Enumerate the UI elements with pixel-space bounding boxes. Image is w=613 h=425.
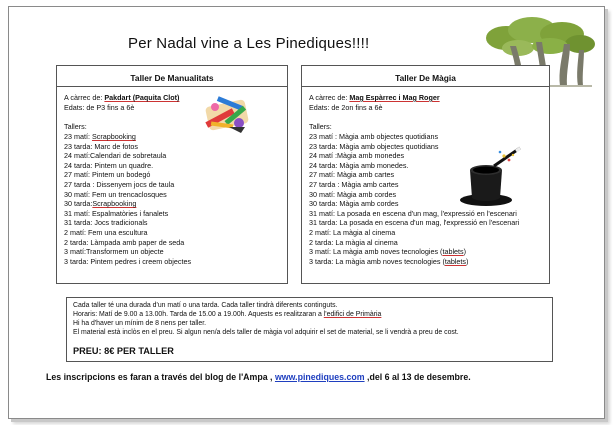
info-minimum: Hi ha d'haver un mínim de 8 nens per taller.: [73, 320, 207, 327]
craft-tools-icon: [201, 93, 253, 135]
manualitats-item-name: Espalmatòries i fanalets: [91, 208, 169, 218]
magia-charge: [309, 93, 440, 103]
magia-charge-name: Mag Espàrrec i Mag Roger: [349, 93, 440, 102]
info-material: El material està inclòs en el preu. Si algun nen/a dels taller de màgia vol adquirir el set de material, se li vendrà a preu de cost.: [73, 329, 459, 336]
manualitats-item: [64, 132, 136, 142]
blog-link[interactable]: www.pinediques.com: [274, 372, 365, 382]
manualitats-item-date: 30 matí:: [64, 189, 92, 199]
manualitats-item: [64, 228, 148, 238]
magia-item: 2 tarda: La màgia al cinema: [309, 237, 398, 247]
manualitats-item-name: Pintem un quadre.: [94, 160, 154, 170]
manualitats-item-name: Pintem un bodegó: [91, 170, 151, 180]
manualitats-item-name: Làmpada amb paper de seda: [90, 237, 185, 247]
manualitats-item: [64, 218, 148, 228]
info-duration: Cada taller té una durada d'un matí o una tarda. Cada taller tindrà diferents continguts.: [73, 302, 338, 309]
magia-item-suffix: ): [466, 256, 469, 266]
manualitats-item-date: 3 tarda:: [64, 256, 91, 266]
manualitats-item-name: Pintem pedres i creem objectes: [90, 256, 192, 266]
info-schedule: [73, 311, 381, 320]
magia-item: 23 tarda: Màgia amb objectes quotidians: [309, 141, 439, 151]
manualitats-workshops-label: Tallers:: [64, 122, 87, 131]
manualitats-item-name: Calendari de sobretaula: [89, 151, 167, 161]
magia-item: 31 tarda: La posada en escena d'un mag, l'expressió en l'escenari: [309, 218, 520, 228]
manualitats-charge: [64, 93, 179, 103]
footer-text: Les inscripcions es faran a través del blog de l'Ampa ,: [46, 372, 275, 382]
manualitats-item-date: 27 matí:: [64, 170, 92, 180]
manualitats-item-name: Jocs tradicionals: [94, 218, 148, 228]
magia-item: 24 matí :Màgia amb monedes: [309, 151, 405, 161]
manualitats-item-date: 24 matí:: [64, 151, 90, 161]
footer-dates: ,del 6 al 13 de desembre.: [364, 372, 471, 382]
manualitats-item: [64, 190, 167, 200]
info-schedule-text: Horaris: Matí de 9.00 a 13.00h. Tarda de 15.00 a 19.00h. Aquests es realitzaran a: [73, 311, 324, 318]
magia-ages: Edats: de 2on fins a 6è: [309, 103, 383, 112]
price-label: PREU: 8€ PER TALLER: [73, 346, 174, 356]
manualitats-item-name: Scrapbooking: [91, 132, 136, 141]
manualitats-item: [64, 142, 138, 152]
primaria-building-link[interactable]: l'edifici de Primària: [323, 311, 382, 318]
magia-heading: Taller De Màgia: [302, 73, 549, 87]
manualitats-item: [64, 209, 168, 219]
manualitats-item-date: 23 tarda:: [64, 141, 95, 151]
poster-title: Per Nadal vine a Les Pinediques!!!!: [128, 35, 370, 52]
manualitats-item-date: 2 matí:: [64, 228, 88, 237]
manualitats-item: [64, 180, 174, 190]
manualitats-item-date: 23 matí:: [64, 132, 92, 141]
manualitats-item: [64, 257, 191, 267]
manualitats-item-name: Dissenyem jocs de taula: [96, 180, 175, 189]
manualitats-heading: Taller De Manualitats: [57, 73, 287, 87]
magia-item: [309, 257, 468, 267]
info-box: [66, 297, 553, 362]
magia-charge-label: A càrrec de:: [309, 93, 350, 102]
magia-item-text: 3 tarda: La màgia amb noves tecnologies (: [309, 256, 445, 266]
manualitats-item-date: 24 tarda:: [64, 160, 95, 170]
magia-workshops-label: Tallers:: [309, 122, 332, 131]
manualitats-item-date: 31 tarda:: [64, 218, 95, 228]
manualitats-item-date: 2 tarda:: [64, 237, 91, 247]
registration-footer: [46, 372, 471, 382]
manualitats-item-name: Scrapbooking: [92, 199, 137, 209]
magia-item: 27 matí: Màgia amb cartes: [309, 170, 395, 180]
manualitats-item-date: 30 tarda:: [64, 199, 93, 209]
magia-item: 30 matí: Màgia amb cordes: [309, 189, 397, 199]
magia-item: 23 matí : Màgia amb objectes quotidians: [309, 132, 439, 141]
magia-item: 31 matí: La posada en escena d'un mag, l'expressió en l'escenari: [309, 208, 517, 218]
manualitats-ages: Edats: de P3 fins a 6è: [64, 103, 135, 112]
magia-item-suffix: ): [463, 247, 467, 257]
manualitats-item: [64, 247, 164, 257]
magia-item-text: 3 matí: La màgia amb noves tecnologies (: [309, 247, 443, 257]
manualitats-item: [64, 151, 166, 161]
manualitats-charge-label: A càrrec de:: [64, 93, 105, 102]
manualitats-item-name: Marc de fotos: [94, 141, 138, 151]
magia-item: 30 tarda: Màgia amb cordes: [309, 199, 399, 209]
manualitats-item-date: 3 matí:: [64, 247, 86, 257]
manualitats-item-name: Transformem un objecte: [85, 247, 164, 257]
magia-item: [309, 247, 466, 257]
tablets-word: tablets: [444, 256, 467, 266]
manualitats-item-name: Fem un trencaclosques: [91, 189, 167, 199]
magia-item: 2 matí: La màgia al cinema: [309, 228, 396, 237]
manualitats-box: [56, 65, 288, 284]
manualitats-item: [64, 161, 153, 171]
manualitats-item-date: 31 matí:: [64, 208, 92, 218]
manualitats-item: [64, 170, 150, 180]
magia-item: 27 tarda : Màgia amb cartes: [309, 180, 399, 189]
magia-item: 24 tarda: Màgia amb monedes.: [309, 160, 409, 170]
manualitats-item-name: Fem una escultura: [87, 228, 148, 237]
magic-hat-icon: [456, 146, 524, 210]
manualitats-item: [64, 199, 136, 209]
manualitats-item-date: 27 tarda :: [64, 180, 97, 189]
tablets-word: tablets: [442, 247, 464, 257]
manualitats-charge-name: Pakdart (Paquita Clot): [104, 93, 180, 102]
manualitats-item: [64, 238, 184, 248]
